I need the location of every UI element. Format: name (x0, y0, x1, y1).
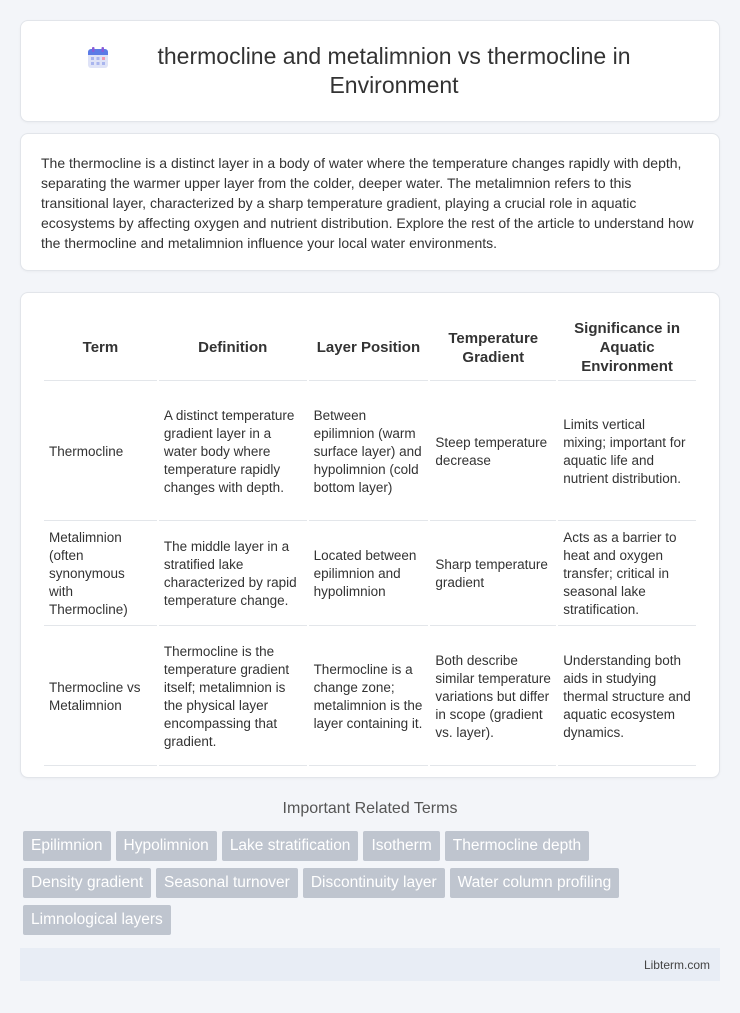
cell-term: Thermocline (44, 383, 157, 521)
header-term: Term (44, 315, 157, 381)
cell-significance: Acts as a barrier to heat and oxygen transfer; critical in seasonal lake stratification. (558, 523, 696, 626)
header-temperature-gradient: Temperature Gradient (430, 315, 556, 381)
comparison-table-card (20, 292, 720, 778)
tag-thermocline-depth[interactable]: Thermocline depth (445, 831, 589, 861)
cell-term: Thermocline vs Metalimnion (44, 628, 157, 766)
footer-site-link[interactable]: Libterm.com (643, 957, 710, 972)
cell-significance: Limits vertical mixing; important for aquatic life and nutrient distribution. (558, 383, 696, 521)
footer (20, 948, 720, 981)
header-significance: Significance in Aquatic Environment (558, 315, 696, 381)
cell-term: Metalimnion (often synonymous with Thermocline) (44, 523, 157, 626)
header-definition: Definition (159, 315, 307, 381)
table-row (44, 523, 696, 626)
cell-layer-position: Located between epilimnion and hypolimnion (309, 523, 429, 626)
intro-card (20, 133, 720, 271)
tag-density-gradient[interactable]: Density gradient (23, 868, 151, 898)
tag-hypolimnion[interactable]: Hypolimnion (116, 831, 217, 861)
calendar-icon (86, 46, 110, 70)
header-layer-position: Layer Position (309, 315, 429, 381)
title-card (20, 20, 720, 122)
table-row (44, 628, 696, 766)
cell-temperature-gradient: Both describe similar temperature variations but differ in scope (gradient vs. layer). (430, 628, 556, 766)
tag-limnological-layers[interactable]: Limnological layers (23, 905, 171, 935)
cell-definition: The middle layer in a stratified lake characterized by rapid temperature change. (159, 523, 307, 626)
page-title: thermocline and metalimnion vs thermocline in Environment (157, 43, 631, 98)
tag-epilimnion[interactable]: Epilimnion (23, 831, 111, 861)
cell-temperature-gradient: Steep temperature decrease (430, 383, 556, 521)
cell-temperature-gradient: Sharp temperature gradient (430, 523, 556, 626)
cell-layer-position: Between epilimnion (warm surface layer) and hypolimnion (cold bottom layer) (309, 383, 429, 521)
cell-definition: Thermocline is the temperature gradient itself; metalimnion is the physical layer encompassing that gradient. (159, 628, 307, 766)
table-row (44, 383, 696, 521)
tag-water-column-profiling[interactable]: Water column profiling (450, 868, 620, 898)
cell-definition: A distinct temperature gradient layer in a water body where temperature rapidly changes with depth. (159, 383, 307, 521)
tag-discontinuity-layer[interactable]: Discontinuity layer (303, 868, 445, 898)
related-terms-title: Important Related Terms (282, 800, 458, 817)
tag-isotherm[interactable]: Isotherm (363, 831, 439, 861)
cell-layer-position: Thermocline is a change zone; metalimnion is the layer containing it. (309, 628, 429, 766)
table-header-row (44, 315, 696, 381)
cell-significance: Understanding both aids in studying thermal structure and aquatic ecosystem dynamics. (558, 628, 696, 766)
tag-lake-stratification[interactable]: Lake stratification (222, 831, 359, 861)
tag-seasonal-turnover[interactable]: Seasonal turnover (156, 868, 298, 898)
comparison-table (42, 313, 698, 768)
intro-paragraph: The thermocline is a distinct layer in a body of water where the temperature changes rapidly with depth, separating the warmer upper layer from the colder, deeper water. The metalimnion refers to this transitional layer, characterized by a sharp temperature gradient, playing a crucial role in aquatic ecosystems by affecting oxygen and nutrient distribution. Explore the rest of the article to understand how the thermocline and metalimnion influence your local water environments. (41, 155, 694, 251)
related-terms-tags (20, 831, 720, 942)
